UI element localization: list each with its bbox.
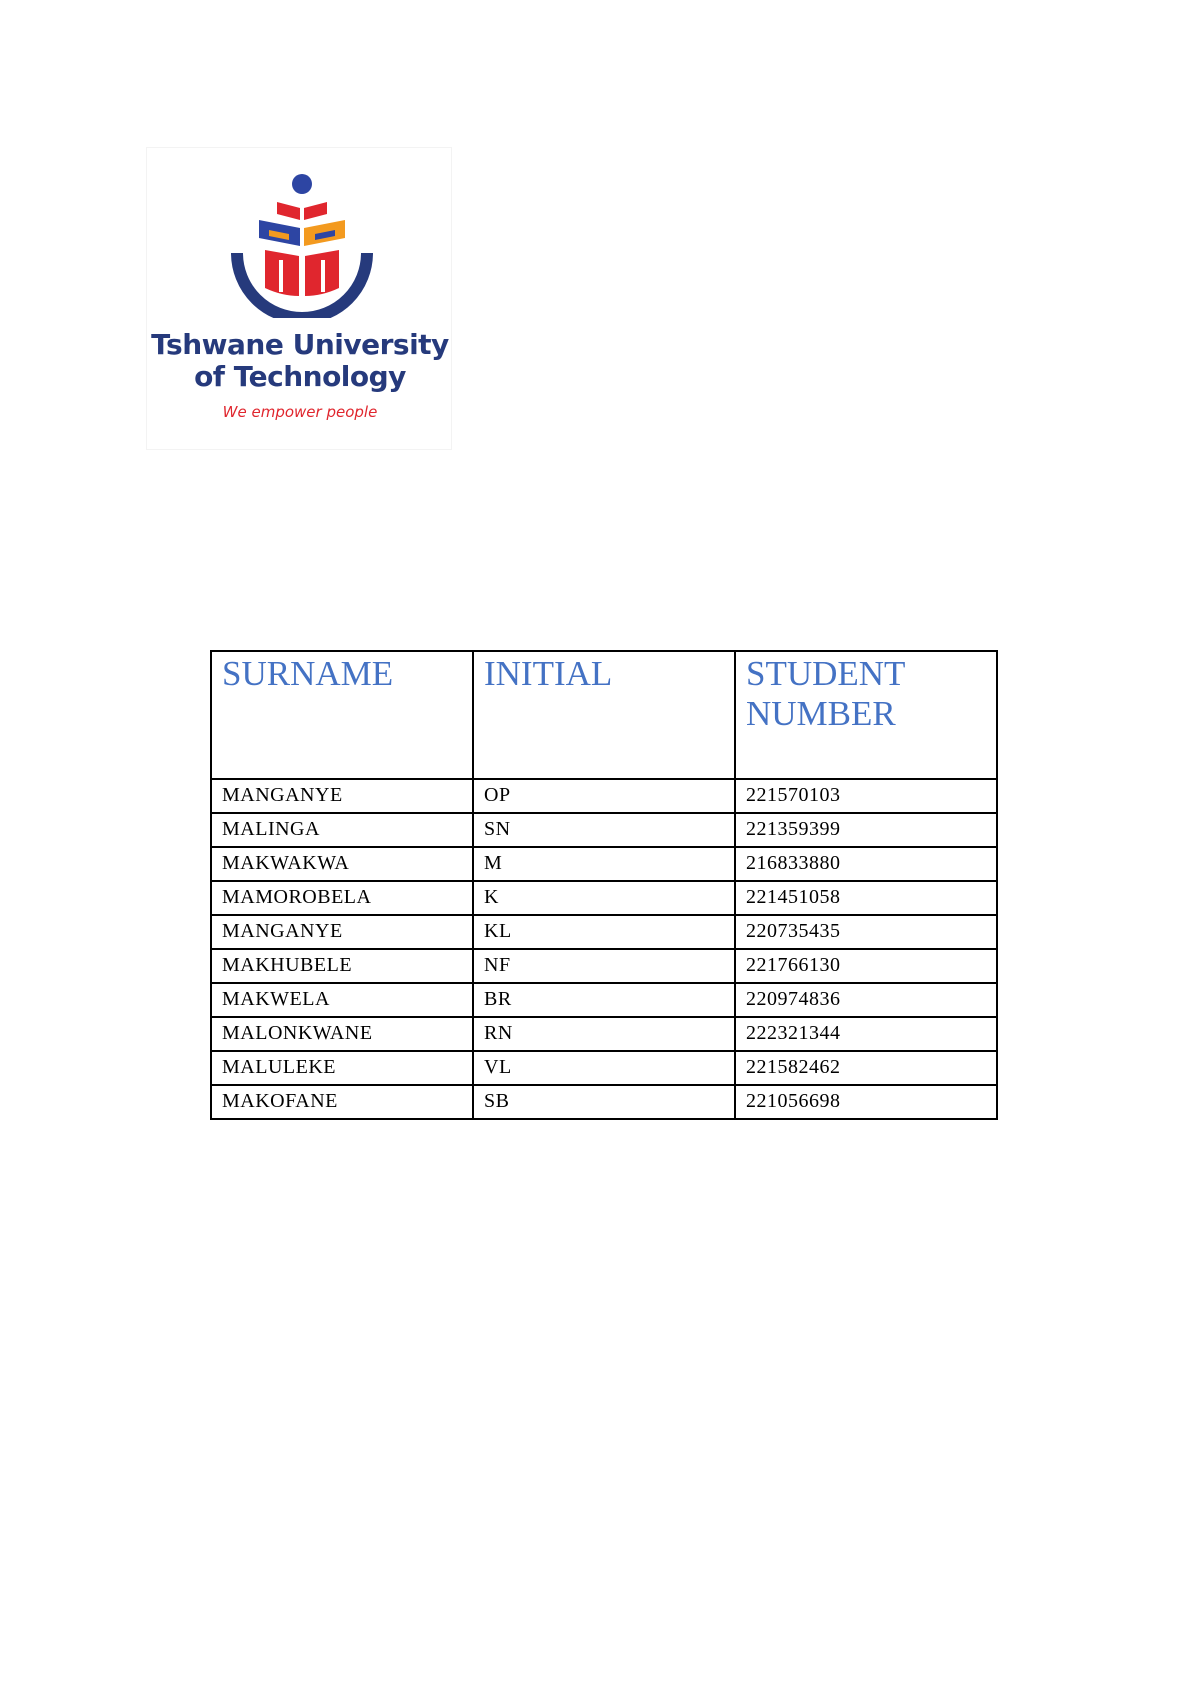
table-row: [211, 1085, 997, 1119]
cell-surname: MALONKWANE: [211, 1017, 473, 1051]
cell-surname: MAMOROBELA: [211, 881, 473, 915]
cell-student-number: 216833880: [735, 847, 997, 881]
cell-initial: SN: [473, 813, 735, 847]
cell-initial: BR: [473, 983, 735, 1017]
table-row: [211, 983, 997, 1017]
header-surname: SURNAME: [211, 651, 473, 779]
cell-student-number: 221582462: [735, 1051, 997, 1085]
cell-surname: MANGANYE: [211, 779, 473, 813]
header-initial: INITIAL: [473, 651, 735, 779]
cell-initial: RN: [473, 1017, 735, 1051]
cell-initial: K: [473, 881, 735, 915]
table-row: [211, 915, 997, 949]
table-row: [211, 949, 997, 983]
university-logo: [146, 147, 452, 450]
cell-initial: OP: [473, 779, 735, 813]
student-table: [210, 650, 998, 1120]
cell-student-number: 222321344: [735, 1017, 997, 1051]
cell-surname: MAKWAKWA: [211, 847, 473, 881]
cell-initial: SB: [473, 1085, 735, 1119]
cell-student-number: 220735435: [735, 915, 997, 949]
cell-student-number: 221451058: [735, 881, 997, 915]
table-row: [211, 847, 997, 881]
logo-name-line1: Tshwane University: [151, 328, 449, 361]
logo-tagline: We empower people: [222, 403, 378, 421]
table-header-row: [211, 651, 997, 779]
header-student-number: STUDENT NUMBER: [735, 651, 997, 779]
cell-surname: MAKWELA: [211, 983, 473, 1017]
cell-surname: MALINGA: [211, 813, 473, 847]
cell-surname: MALULEKE: [211, 1051, 473, 1085]
cell-initial: M: [473, 847, 735, 881]
cell-student-number: 221570103: [735, 779, 997, 813]
cell-initial: NF: [473, 949, 735, 983]
cell-surname: MAKOFANE: [211, 1085, 473, 1119]
logo-name-line2: of Technology: [194, 360, 406, 393]
cell-student-number: 221766130: [735, 949, 997, 983]
university-emblem-icon: [217, 168, 387, 318]
cell-student-number: 220974836: [735, 983, 997, 1017]
cell-initial: KL: [473, 915, 735, 949]
cell-surname: MANGANYE: [211, 915, 473, 949]
table-row: [211, 779, 997, 813]
table-row: [211, 881, 997, 915]
cell-student-number: 221056698: [735, 1085, 997, 1119]
cell-initial: VL: [473, 1051, 735, 1085]
cell-surname: MAKHUBELE: [211, 949, 473, 983]
table-row: [211, 1017, 997, 1051]
cell-student-number: 221359399: [735, 813, 997, 847]
table-row: [211, 1051, 997, 1085]
table-row: [211, 813, 997, 847]
